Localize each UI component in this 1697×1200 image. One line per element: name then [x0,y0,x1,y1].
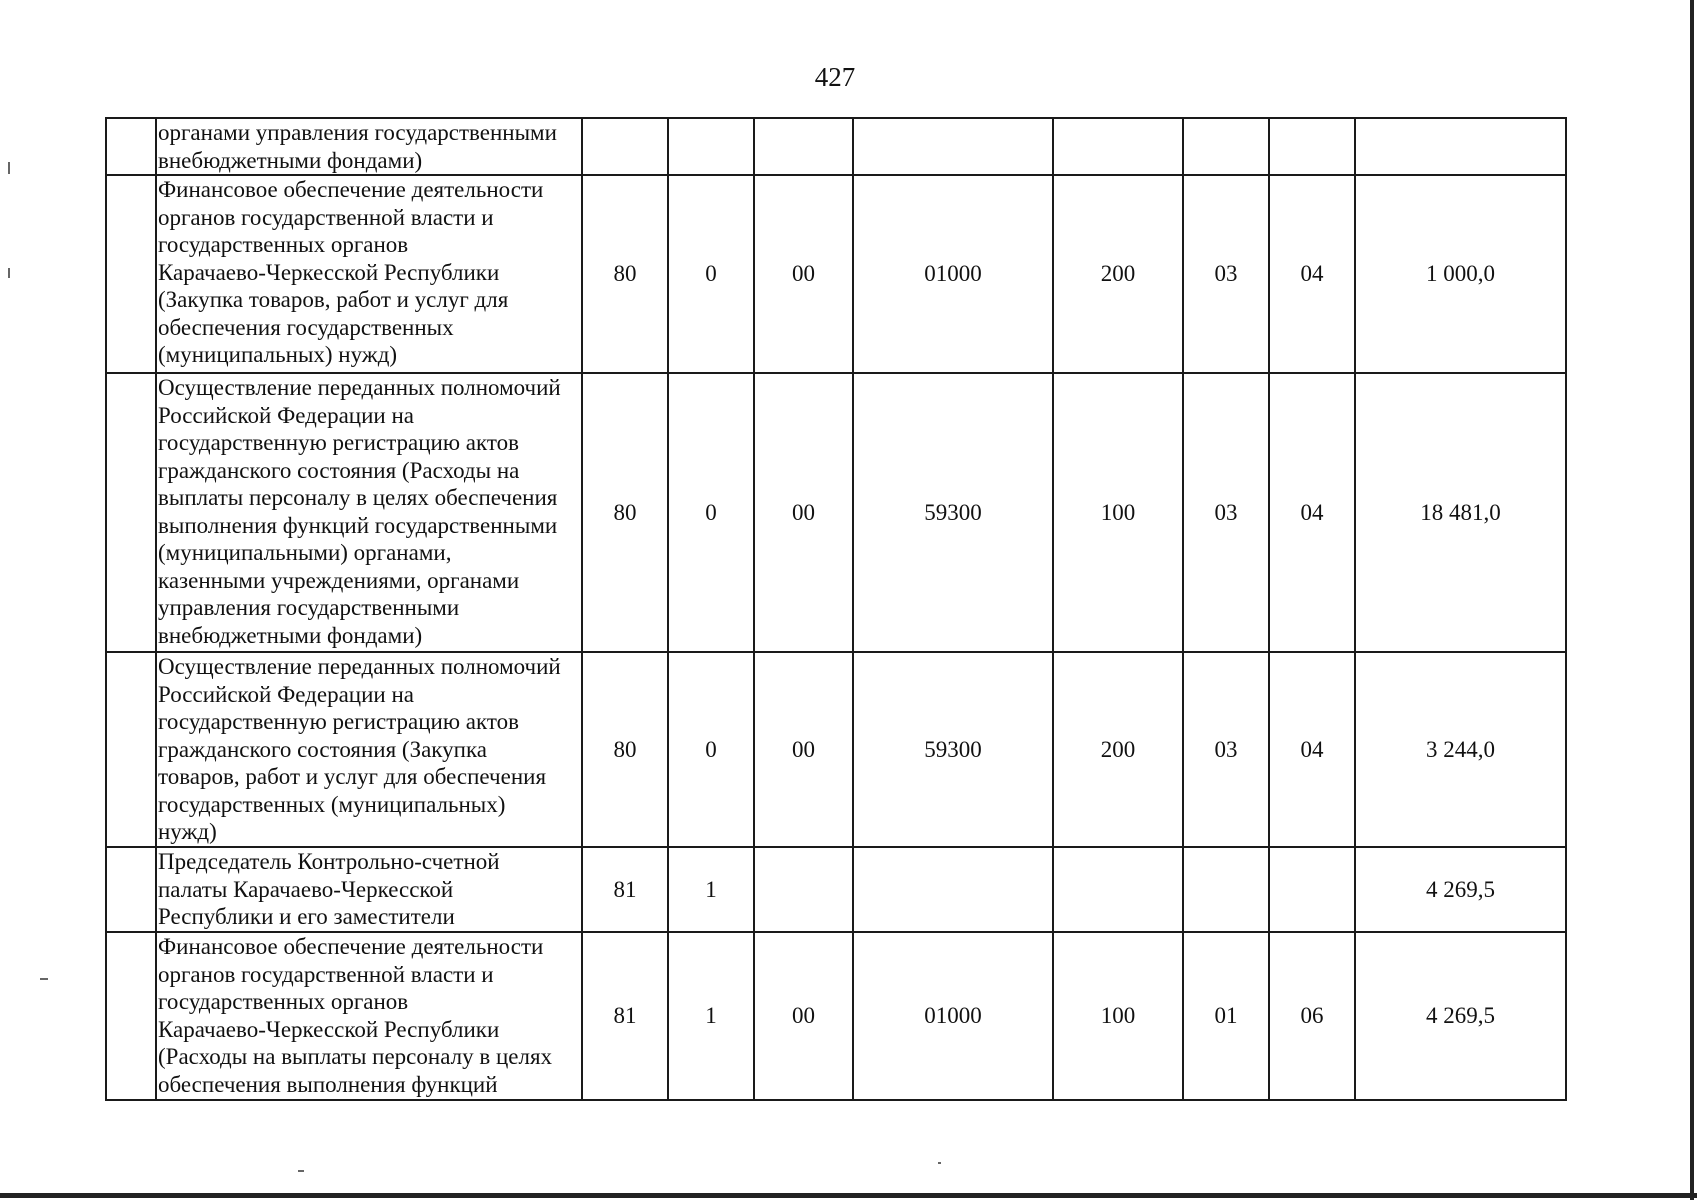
code-cell: 01 [1183,932,1269,1100]
code-cell [668,118,754,175]
row-name-line: выполнения функций государственными [158,512,558,538]
row-name-line: (Расходы на выплаты персоналу в целях [158,1044,553,1069]
code-cell [754,118,853,175]
code-cell: 04 [1269,175,1355,373]
code-cell: 59300 [853,373,1053,652]
code-cell: 01000 [853,932,1053,1100]
code-cell: 100 [1053,373,1183,652]
row-number-cell [106,373,156,652]
row-name-line: государственную регистрацию актов [158,430,519,455]
table-row [106,118,1566,175]
code-cell: 03 [1183,652,1269,847]
code-cell: 1 [668,847,754,932]
code-cell: 0 [668,175,754,373]
row-number-cell [106,847,156,932]
code-cell: 80 [582,175,668,373]
code-cell: 00 [754,175,853,373]
row-name-cell [156,118,582,175]
code-cell: 100 [1053,932,1183,1100]
row-name-line: Республики и его заместители [158,904,455,929]
scan-right-edge [1690,0,1694,1200]
row-name-line: органов государственной власти и [158,961,494,987]
scan-speck [40,978,48,980]
row-name-line: Карачаево-Черкесской Республики [158,259,500,285]
row-name-line: Карачаево-Черкесской Республики [158,1016,500,1042]
row-name-line: Финансовое обеспечение деятельности [158,934,544,959]
code-cell: 00 [754,932,853,1100]
row-name-line: Осуществление переданных полномочий [158,375,561,400]
row-name-line: нужд) [158,819,217,844]
code-cell [1183,847,1269,932]
code-cell [853,847,1053,932]
amount-cell: 1 000,0 [1355,175,1566,373]
row-name-line: Председатель Контрольно-счетной [158,849,500,874]
row-name-cell [156,175,582,373]
code-cell: 200 [1053,652,1183,847]
code-cell [1269,847,1355,932]
scan-speck [8,268,10,278]
amount-cell: 3 244,0 [1355,652,1566,847]
code-cell [1269,118,1355,175]
budget-table-body [106,118,1566,1100]
code-cell [754,847,853,932]
code-cell: 04 [1269,373,1355,652]
row-number-cell [106,932,156,1100]
row-name-line: государственных органов [158,232,409,257]
code-cell: 200 [1053,175,1183,373]
amount-cell: 4 269,5 [1355,847,1566,932]
table-row [106,373,1566,652]
row-name-line: гражданского состояния (Закупка [158,736,487,762]
amount-cell [1355,118,1566,175]
row-name-line: обеспечения государственных [158,314,454,340]
row-name-line: органов государственной власти и [158,204,494,230]
row-name-line: Российской Федерации на [158,402,414,428]
code-cell: 04 [1269,652,1355,847]
row-name-line: Российской Федерации на [158,681,414,707]
row-name-line: палаты Карачаево-Черкесской [158,876,454,902]
amount-cell: 18 481,0 [1355,373,1566,652]
row-name-cell [156,373,582,652]
row-name-line: управления государственными [158,595,460,620]
amount-cell: 4 269,5 [1355,932,1566,1100]
row-name-line: казенными учреждениями, органами [158,567,520,593]
code-cell: 06 [1269,932,1355,1100]
code-cell: 03 [1183,175,1269,373]
budget-table [105,117,1567,1101]
row-number-cell [106,652,156,847]
row-name-line: гражданского состояния (Расходы на [158,457,520,483]
code-cell: 80 [582,373,668,652]
row-name-line: товаров, работ и услуг для обеспечения [158,764,547,789]
code-cell: 01000 [853,175,1053,373]
code-cell: 59300 [853,652,1053,847]
code-cell: 03 [1183,373,1269,652]
row-name-line: государственных органов [158,989,409,1014]
row-name-line: органами управления государственными [158,120,557,145]
row-name-line: Финансовое обеспечение деятельности [158,177,544,202]
row-name-line: обеспечения выполнения функций [158,1071,498,1097]
code-cell [1053,118,1183,175]
code-cell [1053,847,1183,932]
row-name-line: (муниципальных) нужд) [158,342,398,367]
code-cell: 00 [754,652,853,847]
row-name-line: (Закупка товаров, работ и услуг для [158,287,509,312]
code-cell: 00 [754,373,853,652]
table-row [106,652,1566,847]
row-name-cell [156,652,582,847]
code-cell: 0 [668,652,754,847]
row-number-cell [106,175,156,373]
row-name-line: Осуществление переданных полномочий [158,654,561,679]
row-name-line: государственную регистрацию актов [158,709,519,734]
scan-bottom-edge [0,1193,1697,1198]
scan-speck [8,162,10,174]
row-name-line: (муниципальными) органами, [158,540,452,565]
row-name-line: внебюджетными фондами) [158,147,423,173]
scan-speck [938,1162,941,1164]
code-cell [1183,118,1269,175]
code-cell: 0 [668,373,754,652]
scan-speck [298,1170,304,1172]
code-cell [853,118,1053,175]
page-number: 427 [814,62,856,92]
code-cell [582,118,668,175]
row-name-line: государственных (муниципальных) [158,791,506,817]
row-name-cell [156,932,582,1100]
table-row [106,932,1566,1100]
code-cell: 80 [582,652,668,847]
table-row [106,847,1566,932]
row-number-cell [106,118,156,175]
code-cell: 81 [582,847,668,932]
code-cell: 1 [668,932,754,1100]
row-name-line: внебюджетными фондами) [158,622,423,648]
table-row [106,175,1566,373]
code-cell: 81 [582,932,668,1100]
row-name-cell [156,847,582,932]
row-name-line: выплаты персоналу в целях обеспечения [158,485,558,510]
